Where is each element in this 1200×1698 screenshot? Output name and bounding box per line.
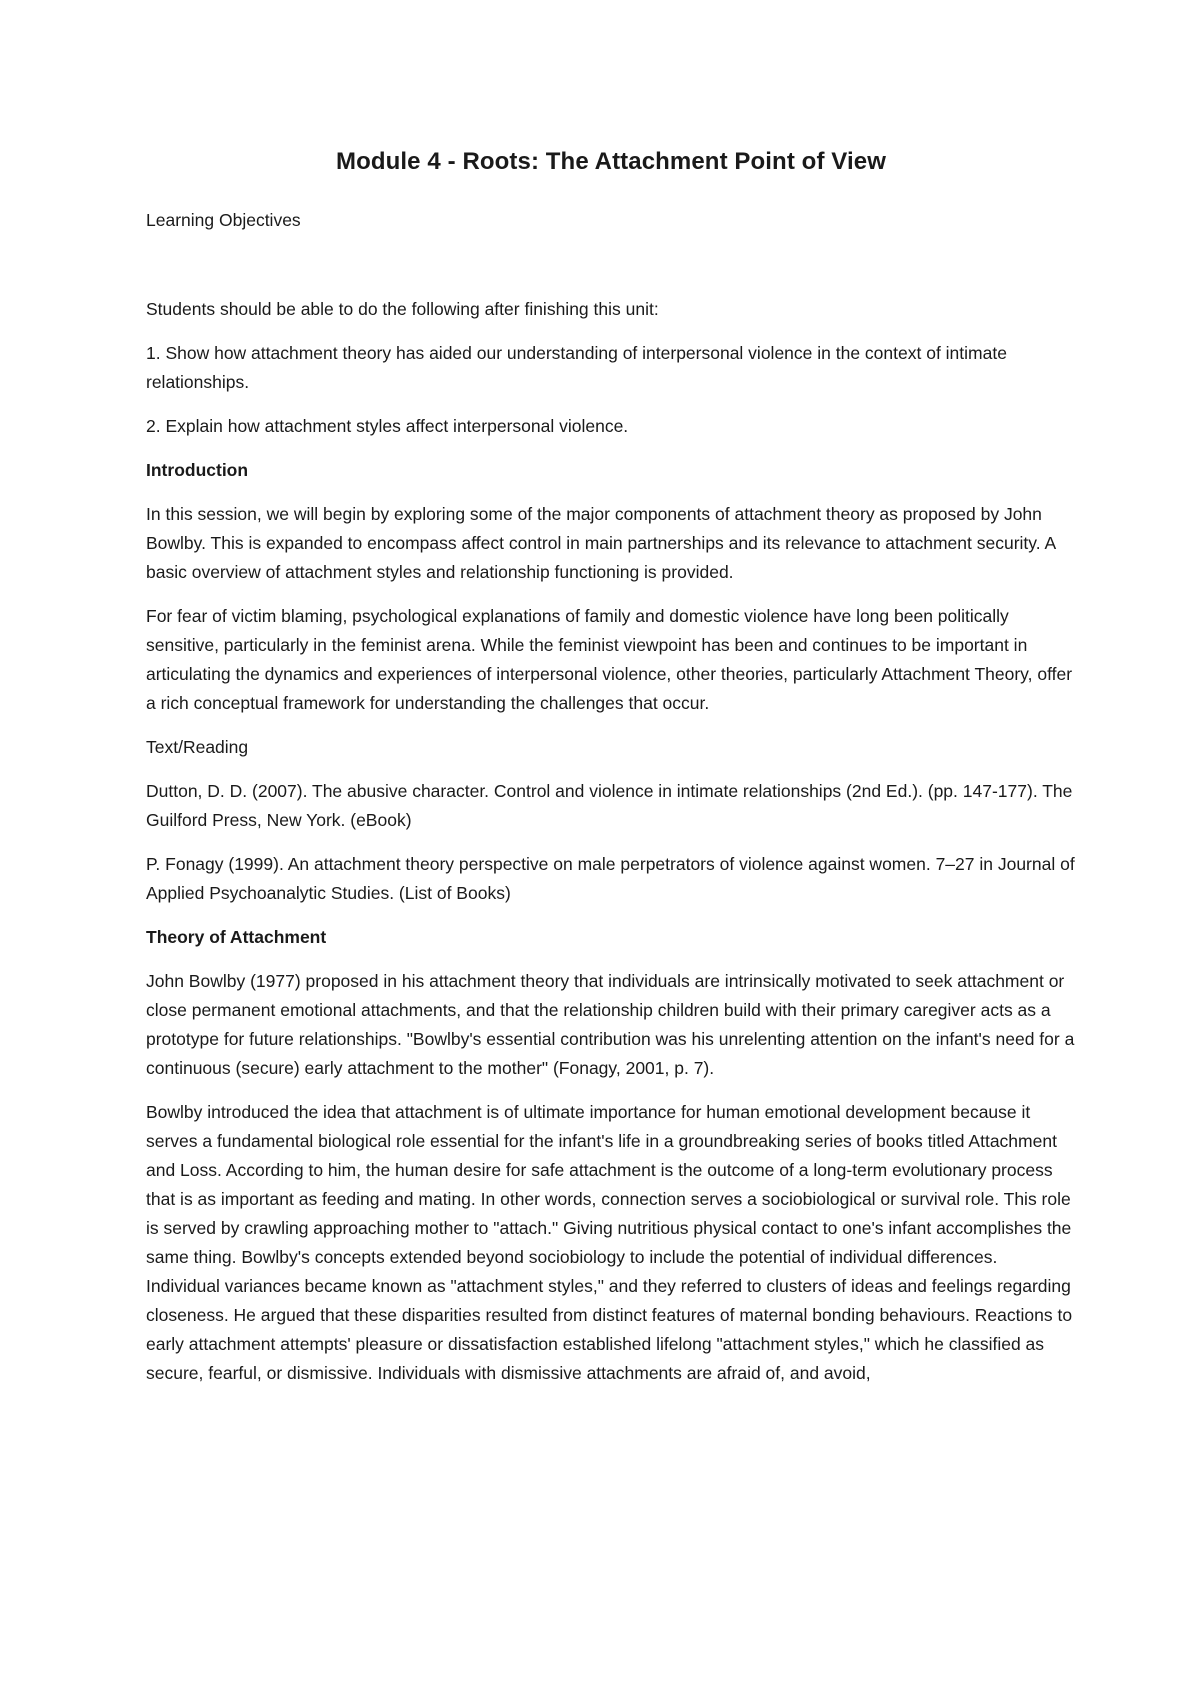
objective-2: 2. Explain how attachment styles affect interpersonal violence. (146, 416, 629, 436)
learning-objectives-label: Learning Objectives (146, 210, 301, 230)
theory-heading: Theory of Attachment (146, 927, 327, 947)
reading-label: Text/Reading (146, 737, 249, 757)
introduction-heading: Introduction (146, 460, 249, 480)
document-title: Module 4 - Roots: The Attachment Point of View (336, 148, 886, 175)
reading-reference-1: Dutton, D. D. (2007). The abusive character. Control and violence in intimate relationships (2nd Ed.). (pp. 147-177). The Guilford Press, New York. (eBook) (146, 781, 1073, 830)
document-body (146, 146, 1076, 1403)
objective-1: 1. Show how attachment theory has aided our understanding of interpersonal violence in the context of intimate relationships. (146, 343, 1007, 392)
introduction-paragraph-1: In this session, we will begin by exploring some of the major components of attachment theory as proposed by John Bowlby. This is expanded to encompass affect control in main partnerships and its relevance to attachment security. A basic overview of attachment styles and relationship functioning is provided. (146, 504, 1056, 582)
reading-reference-2: P. Fonagy (1999). An attachment theory perspective on male perpetrators of violence against women. 7–27 in Journal of Applied Psychoanalytic Studies. (List of Books) (146, 854, 1075, 903)
objectives-intro: Students should be able to do the following after finishing this unit: (146, 299, 659, 319)
theory-paragraph-1: John Bowlby (1977) proposed in his attachment theory that individuals are intrinsically motivated to seek attachment or close permanent emotional attachments, and that the relationship children build with their primary caregiver acts as a prototype for future relationships. "Bowlby's essential contribution was his unrelenting attention on the infant's need for a continuous (secure) early attachment to the mother" (Fonagy, 2001, p. 7). (146, 971, 1075, 1078)
introduction-paragraph-2: For fear of victim blaming, psychological explanations of family and domestic violence have long been politically sensitive, particularly in the feminist arena. While the feminist viewpoint has been and continues to be important in articulating the dynamics and experiences of interpersonal violence, other theories, particularly Attachment Theory, offer a rich conceptual framework for understanding the challenges that occur. (146, 606, 1073, 713)
theory-paragraph-2: Bowlby introduced the idea that attachment is of ultimate importance for human emotional development because it serves a fundamental biological role essential for the infant's life in a groundbreaking series of books titled Attachment and Loss. According to him, the human desire for safe attachment is the outcome of a long-term evolutionary process that is as important as feeding and mating. In other words, connection serves a sociobiological or survival role. This role is served by crawling approaching mother to "attach." Giving nutritious physical contact to one's infant accomplishes the same thing. Bowlby's concepts extended beyond sociobiology to include the potential of individual differences. Individual variances became known as "attachment styles," and they referred to clusters of ideas and feelings regarding closeness. He argued that these disparities resulted from distinct features of maternal bonding behaviours. Reactions to early attachment attempts' pleasure or dissatisfaction established lifelong "attachment styles," which he classified as secure, fearful, or dismissive. Individuals with dismissive attachments are afraid of, and avoid, (146, 1102, 1073, 1383)
